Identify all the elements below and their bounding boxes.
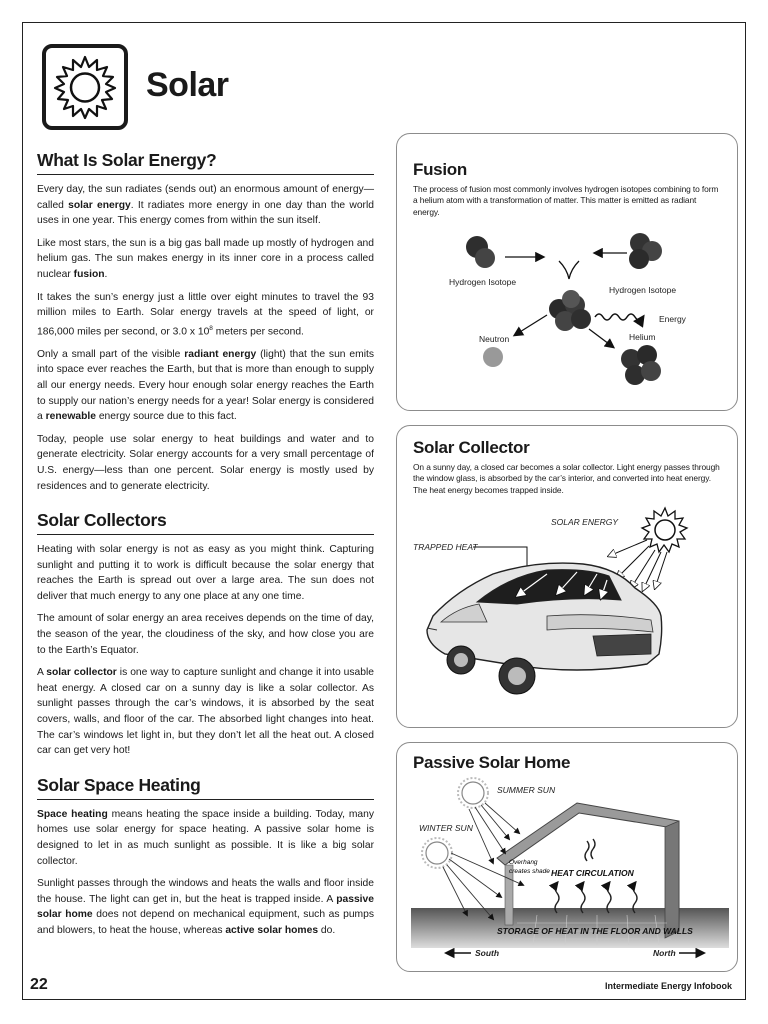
north-label: North <box>653 948 676 958</box>
heat-circulation-label: HEAT CIRCULATION <box>551 868 634 878</box>
overhang-label-1: Overhang <box>509 859 538 866</box>
solar-collector-title: Solar Collector <box>413 438 530 457</box>
passive-solar-home-box <box>396 742 738 972</box>
sun-icon <box>52 54 118 120</box>
paragraph: Sunlight passes through the windows and heats the walls and floor inside the house. The light can get in, but the heat is trapped inside. A passive solar home does not depend on mechanical equipment, such as pumps and blowers, to heat the house, whereas active solar homes do. <box>37 878 375 936</box>
summer-sun-label: SUMMER SUN <box>497 785 556 795</box>
solar-energy-label: SOLAR ENERGY <box>551 517 619 527</box>
paragraph: Space heating means heating the space inside a building. Today, many homes use solar energy for space heating. A passive solar home is designed to let in as much sunlight as possible. It is like a big solar collector. <box>37 808 375 867</box>
solar-logo <box>42 44 128 130</box>
left-column <box>37 150 374 939</box>
neutron-label: Neutron <box>479 334 510 344</box>
book-title: Intermediate Energy Infobook <box>604 981 732 991</box>
fusion-description: The process of fusion most commonly involves hydrogen isotopes combining to form a helium atom with a transformation of matter. This matter is emitted as radiant energy. <box>413 184 719 217</box>
section-heading-solar-collectors: Solar Collectors <box>37 510 374 535</box>
overhang-label-2: creates shade <box>509 868 550 875</box>
fusion-box <box>396 133 738 411</box>
passive-solar-home-title: Passive Solar Home <box>413 753 571 772</box>
paragraph: Heating with solar energy is not as easy as you might think. Capturing sunlight and putting it to work is difficult because the solar energy that reaches the Earth is spread out over a large area. The sun does not deliver that much energy to any one place at any one time. <box>37 544 374 602</box>
hydrogen-label-left: Hydrogen Isotope <box>449 277 517 287</box>
paragraph: Every day, the sun radiates (sends out) an enormous amount of energy—called solar energy. It radiates more energy in one day than the world uses in one year. This energy comes from within the sun itself. <box>37 184 374 227</box>
south-label: South <box>475 948 500 958</box>
winter-sun-label: WINTER SUN <box>419 823 473 833</box>
helium-label: Helium <box>629 332 656 342</box>
hydrogen-isotope-left <box>466 236 495 268</box>
solar-collector-description: On a sunny day, a closed car becomes a solar collector. Light energy passes through the window glass, is absorbed by the car’s interior, and converted into heat energy. The heat energy becomes trapped inside. <box>413 462 720 495</box>
hydrogen-label-right: Hydrogen Isotope <box>609 285 677 295</box>
winter-sun-icon <box>422 838 452 868</box>
paragraph: Today, people use solar energy to heat buildings and water and to generate electricity. Solar energy accounts for a very small percentage of U.S. energy—less than one percent. Solar energy is mostly used by residences and to generate electricity. <box>37 433 374 492</box>
solar-collector-box <box>396 425 738 728</box>
car-illustration <box>427 563 662 694</box>
energy-label: Energy <box>659 314 686 324</box>
car-diagram <box>397 504 737 724</box>
sun-icon <box>642 508 687 552</box>
fusion-diagram <box>397 229 737 404</box>
paragraph: The amount of solar energy an area receives depends on the time of day, the season of the year, the cloudiness of the sky, and how close you are to the Earth’s Equator. <box>37 613 374 656</box>
paragraph: Only a small part of the visible radiant energy (light) that the sun emits into space ever reaches the Earth, but that is more than enough to supply all our energy needs. Every hour enough solar energy reaches the Earth to supply our nation’s energy needs for a year! Solar energy is considered a renewable energy source due to this fact. <box>37 348 374 423</box>
section-heading-what-is-solar: What Is Solar Energy? <box>37 150 374 175</box>
hydrogen-isotope-right <box>629 233 662 269</box>
page-number: 22 <box>30 976 48 993</box>
helium-atom <box>621 345 661 385</box>
neutron-particle <box>483 347 503 367</box>
paragraph: A solar collector is one way to capture sunlight and change it into usable heat energy. A closed car on a sunny day is like a solar collector. As sunlight passes through the car’s windows, it is absorbed by the seat covers, walls, and floor of the car. The absorbed light changes into heat. The car’s windows let light in, but they don’t let all the heat out. A closed car can get very hot! <box>37 667 374 757</box>
storage-label: STORAGE OF HEAT IN THE FLOOR AND WALLS <box>497 926 693 936</box>
section-heading-solar-space-heating: Solar Space Heating <box>37 775 374 800</box>
paragraph: It takes the sun’s energy just a little over eight minutes to travel the 93 million miles to Earth. Solar energy travels at the speed of light, or 186,000 miles per second, or 3.0 x $10^8$ meters per second. <box>37 291 374 338</box>
trapped-heat-label: TRAPPED HEAT <box>413 542 478 552</box>
fusion-title: Fusion <box>413 160 467 179</box>
fused-nucleus <box>549 290 591 331</box>
summer-sun-icon <box>458 778 488 808</box>
paragraph: Like most stars, the sun is a big gas ball made up mostly of hydrogen and helium gas. The sun makes energy in its inner core in a process called nuclear fusion. <box>37 237 374 280</box>
passive-home-diagram <box>397 773 737 969</box>
page-title: Solar <box>146 66 229 104</box>
